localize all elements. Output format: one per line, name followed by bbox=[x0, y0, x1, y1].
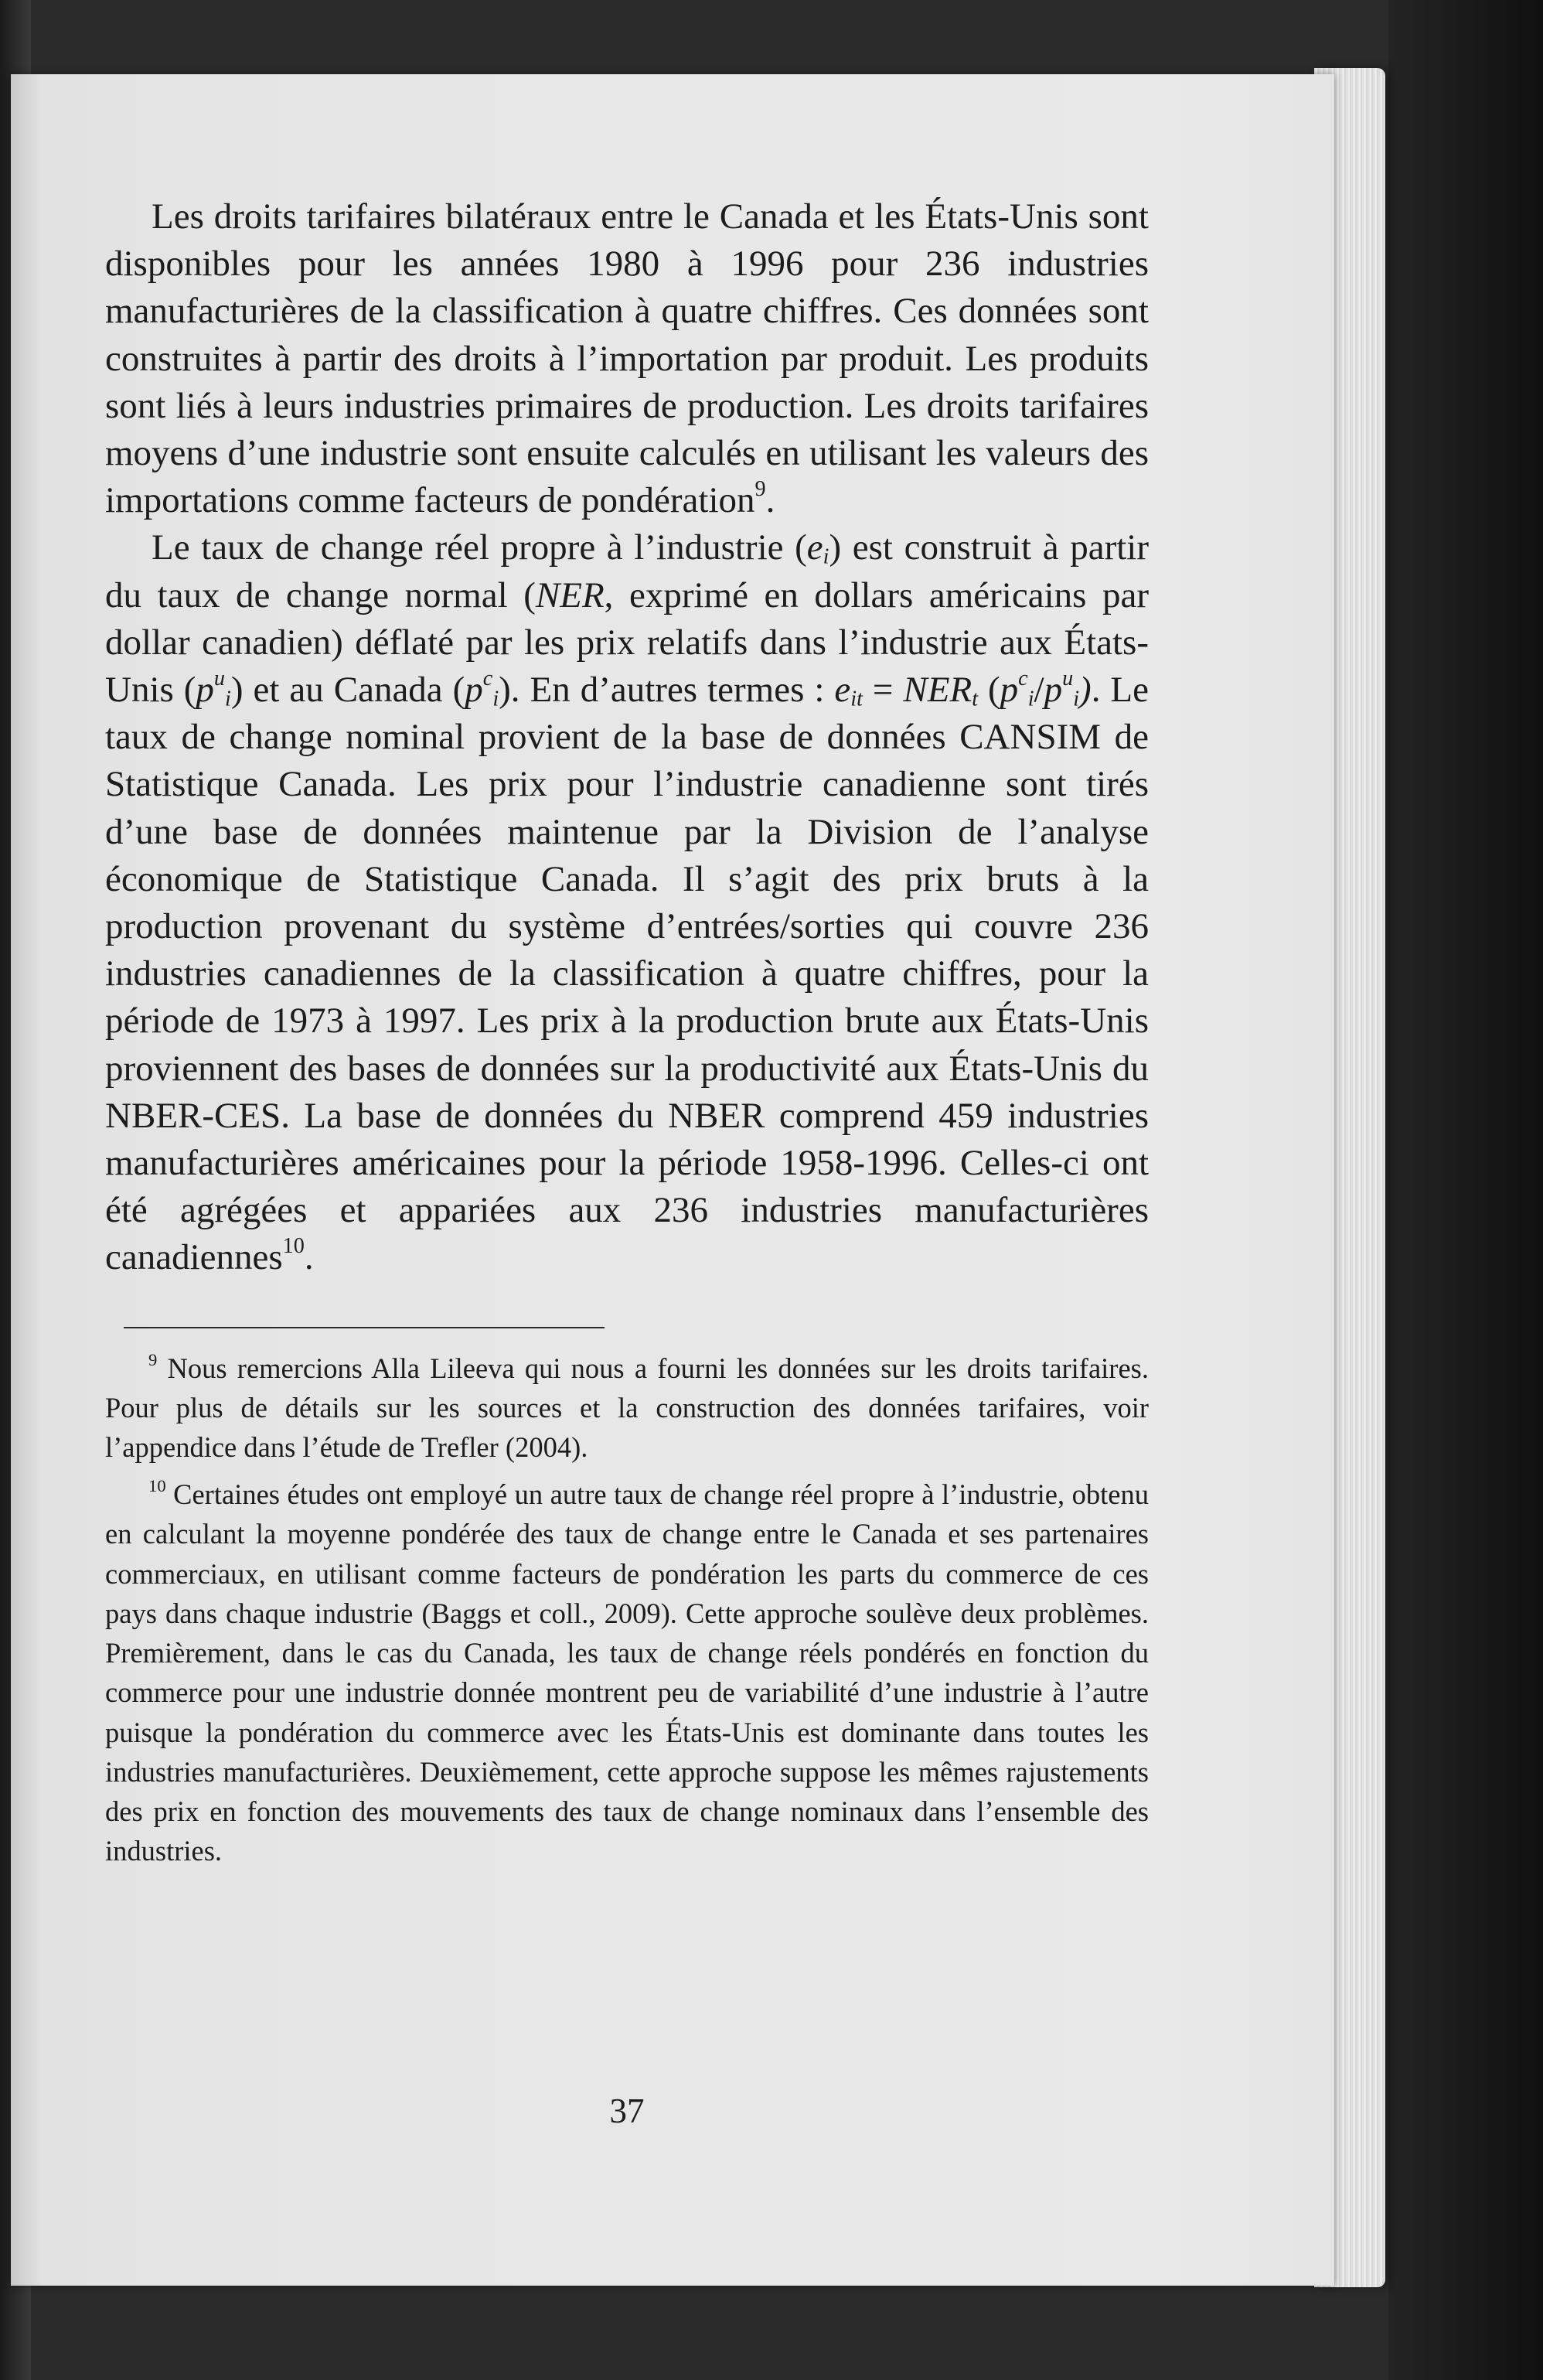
var-p-u-i bbox=[196, 666, 231, 711]
eq-p2-sup: u bbox=[1062, 666, 1074, 690]
eq-slash: / bbox=[1034, 670, 1044, 711]
var-pc-sup: c bbox=[482, 666, 493, 690]
footnote-marker: 10 bbox=[148, 1476, 166, 1496]
var-pu-sub: i bbox=[225, 687, 231, 711]
book-page bbox=[11, 74, 1334, 2286]
eq-p1-sub: i bbox=[1027, 687, 1034, 711]
equation bbox=[834, 666, 1092, 711]
page-number: 37 bbox=[609, 2092, 645, 2130]
paragraph-tariffs-end: . bbox=[765, 480, 775, 521]
eq-p2: p bbox=[1044, 670, 1063, 711]
eq-p2-sub: i bbox=[1073, 687, 1080, 711]
eq-e-sub: it bbox=[850, 687, 863, 711]
footnote-10 bbox=[105, 1475, 1149, 1870]
paragraph-tariffs bbox=[105, 193, 1149, 524]
term-ner: NER bbox=[535, 575, 605, 615]
footnote-9 bbox=[105, 1349, 1149, 1468]
p2-segment-6: . Le taux de change nominal provient de la base de données CANSIM de Statistique Canada. Les prix pour l’industrie canadienne sont tirés d’une base de données maintenue par la Division de l’analyse économique de Statistique Canada. Il s’agit des prix bruts à la production provenant du système d’entrées/sorties qui couvre 236 industries canadiennes de la classification à quatre chiffres, pour la période de 1973 à 1997. Les prix à la production brute aux États-Unis proviennent des bases de données sur la productivité aux États-Unis du NBER-CES. La base de données du NBER comprend 459 industries manufacturières américaines pour la période 1958-1996. Celles-ci ont été agrégées et appariées aux 236 industries manufacturières canadiennes bbox=[105, 670, 1149, 1278]
footnote-ref-9[interactable]: 9 bbox=[754, 477, 766, 502]
paragraph-exchange-rate bbox=[105, 524, 1149, 1281]
footnotes bbox=[105, 1349, 1149, 1871]
p2-segment-5: ). En d’autres termes : bbox=[499, 670, 835, 711]
eq-equals: = bbox=[862, 670, 904, 711]
p2-segment-1: Le taux de change réel propre à l’industrie ( bbox=[152, 527, 807, 568]
var-e-base: e bbox=[806, 527, 823, 568]
footnote-text: Certaines études ont employé un autre taux de change réel propre à l’industrie, obtenu en calculant la moyenne pondérée des taux de change entre le Canada et ses partenaires commerciaux, en utilisant comme facteurs de pondération les parts du commerce de ces pays dans chaque industrie (Baggs et coll., 2009). Cette approche soulève deux problèmes. Premièrement, dans le cas du Canada, les taux de change réels pondérés en fonction du commerce pour une industrie donnée montrent peu de variabilité d’une industrie à l’autre puisque la pondération du commerce avec les États-Unis est dominante dans toutes les industries manufacturières. Deuxièmement, cette approche suppose les mêmes rajustements des prix en fonction des mouvements des taux de change nominaux dans l’ensemble des industries. bbox=[105, 1478, 1149, 1867]
eq-e: e bbox=[834, 670, 851, 711]
backdrop-right bbox=[1388, 0, 1543, 2380]
eq-p1-sup: c bbox=[1018, 666, 1028, 690]
var-e-i bbox=[807, 527, 829, 568]
paragraph-tariffs-text: Les droits tarifaires bilatéraux entre le Canada et les États-Unis sont disponibles pour les années 1980 à 1996 pour 236 industries manufacturières de la classification à quatre chiffres. Ces données sont construites à partir des droits à l’importation par produit. Les produits sont liés à leurs industries primaires de production. Les droits tarifaires moyens d’une industrie sont ensuite calculés en utilisant les valeurs des importations comme facteurs de pondération bbox=[105, 196, 1149, 521]
eq-open-paren: ( bbox=[978, 670, 1000, 711]
eq-ner-sub: t bbox=[972, 687, 979, 711]
footnote-marker: 9 bbox=[148, 1349, 158, 1369]
p2-segment-4: ) et au Canada ( bbox=[230, 670, 465, 711]
footnote-separator bbox=[124, 1327, 605, 1328]
p2-end: . bbox=[304, 1237, 314, 1278]
p2-segment-2: ) est construit à partir du taux de change normal ( bbox=[105, 527, 1149, 615]
var-pc-sub: i bbox=[492, 687, 499, 711]
var-p-c-i bbox=[465, 666, 499, 711]
var-pu-base: p bbox=[196, 670, 214, 711]
eq-close-paren: ) bbox=[1079, 670, 1092, 711]
text-block bbox=[105, 193, 1149, 1870]
eq-p1: p bbox=[1000, 670, 1019, 711]
eq-ner: NER bbox=[903, 670, 972, 711]
var-pu-sup: u bbox=[213, 666, 226, 690]
var-e-sub: i bbox=[823, 545, 829, 570]
p2-segment-3: , exprimé en dollars américains par dollar canadien) déflaté par les prix relatifs dans l’industrie aux États-Unis ( bbox=[105, 575, 1149, 711]
footnote-text: Nous remercions Alla Lileeva qui nous a fourni les données sur les droits tarifaires. Pour plus de détails sur les sources et la construction des données tarifaires, voir l’appendice dans l’étude de Trefler (2004). bbox=[105, 1352, 1149, 1464]
var-pc-base: p bbox=[465, 670, 483, 711]
footnote-ref-10[interactable]: 10 bbox=[282, 1234, 305, 1259]
